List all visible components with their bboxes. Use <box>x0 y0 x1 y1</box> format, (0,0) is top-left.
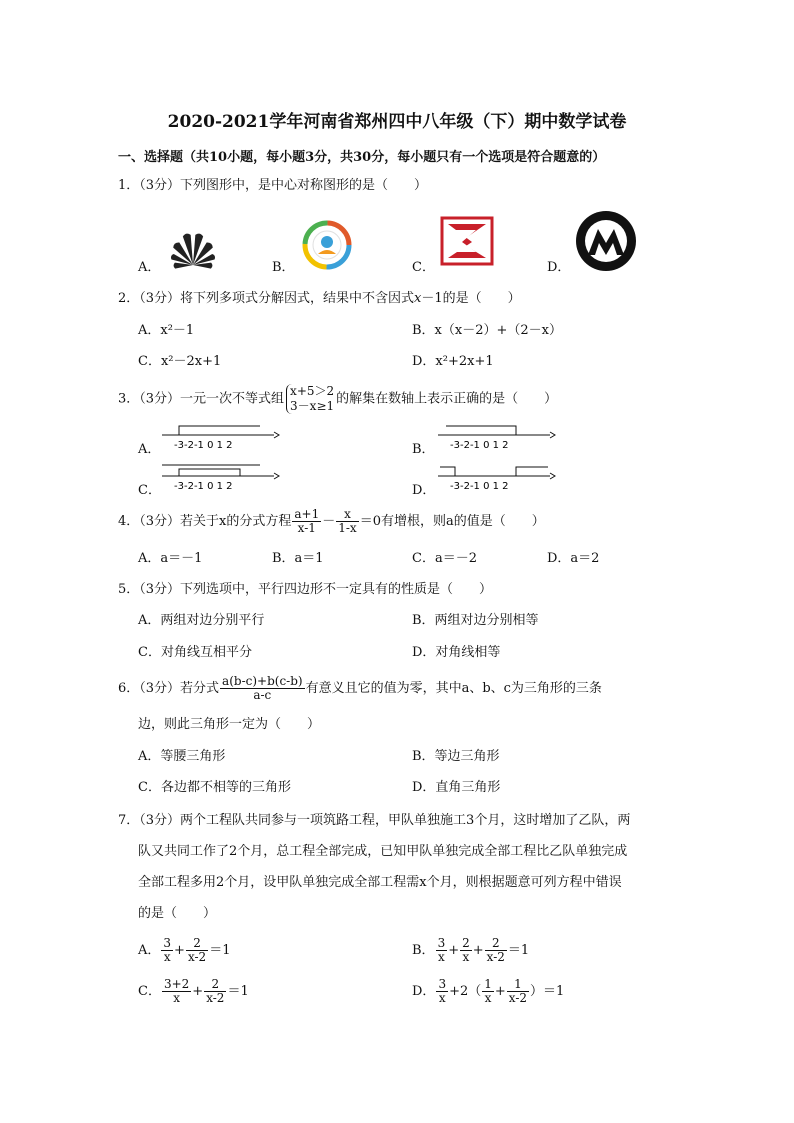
q5-option-a: A．两组对边分别平行 <box>138 613 265 628</box>
q5-option-c: C．对角线互相平分 <box>138 645 252 660</box>
q6-stem: 6．（3分）若分式 $\frac{a(b-c)+b(c-b)}{a-c}$ 有意义且它的值为零，其中a、b、c为三角形的三条 <box>118 674 602 702</box>
q7-option-b: B． $\frac{3}{x}$ + $\frac{2}{x}$ + $\frac{2}{x-2}$ ＝1 <box>412 936 530 964</box>
huawei-logo-image <box>167 227 219 273</box>
q2-option-d: D．x²+2x+1 <box>412 354 494 369</box>
q1-option-d-label: D． <box>547 260 571 275</box>
q7-stem-line3: 全部工程多用2个月，设甲队单独完成全部工程需x个月，则根据题意可列方程中错误 <box>138 875 622 890</box>
q1-option-c-label: C． <box>412 260 435 275</box>
q3-stem: 3．（3分）一元一次不等式组 x+5＞2 3－x≥1 的解集在数轴上表示正确的是（ ） <box>118 384 558 413</box>
q1-option-b-label: B． <box>272 260 295 275</box>
q6-option-a: A．等腰三角形 <box>138 749 226 764</box>
q3-option-a-label: A． <box>138 442 161 457</box>
q6-option-d: D．直角三角形 <box>412 780 501 795</box>
metro-m-logo-image <box>574 209 638 273</box>
q4-option-b: B．a＝1 <box>272 551 324 566</box>
q3-number-line-d <box>436 461 556 491</box>
section-heading: 一、选择题（共10小题，每小题3分，共30分，每小题只有一个选项是符合题意的） <box>118 150 606 165</box>
q1-option-a-label: A． <box>138 260 161 275</box>
q5-stem: 5．（3分）下列选项中，平行四边形不一定具有的性质是（ ） <box>118 582 493 597</box>
q2-option-a: A．x²－1 <box>138 323 195 338</box>
q7-stem-line1: 7．（3分）两个工程队共同参与一项筑路工程，甲队单独施工3个月，这时增加了乙队，两 <box>118 813 631 828</box>
q7-option-d: D． $\frac{3}{x}$ +2（ $\frac{1}{x}$ + $\frac{1}{x-2}$ ）＝1 <box>412 977 565 1005</box>
q5-option-d: D．对角线相等 <box>412 645 501 660</box>
q7-option-c: C． $\frac{3+2}{x}$ + $\frac{2}{x-2}$ ＝1 <box>138 977 249 1005</box>
q3-option-d-label: D． <box>412 483 436 498</box>
red-square-logo-image <box>440 216 494 266</box>
q4-option-d: D．a＝2 <box>547 551 600 566</box>
exam-title: 2020-2021学年河南省郑州四中八年级（下）期中数学试卷 <box>167 112 627 132</box>
q2-stem: 2．（3分）将下列多项式分解因式，结果中不含因式x－1的是（ ） <box>118 291 521 306</box>
q3-option-b-label: B． <box>412 442 435 457</box>
q1-stem: 1．（3分）下列图形中，是中心对称图形的是（ ） <box>118 178 428 193</box>
q7-stem-line2: 队又共同工作了2个月，总工程全部完成，已知甲队单独完成全部工程比乙队单独完成 <box>138 844 628 859</box>
q5-option-b: B．两组对边分别相等 <box>412 613 539 628</box>
q6-option-c: C．各边都不相等的三角形 <box>138 780 291 795</box>
q3-b-ticks: -3-2-1 0 1 2 <box>450 440 509 450</box>
q2-option-c: C．x²－2x+1 <box>138 354 222 369</box>
q3-number-line-c <box>160 461 280 491</box>
q3-a-ticks: -3-2-1 0 1 2 <box>174 440 233 450</box>
q6-option-b: B．等边三角形 <box>412 749 500 764</box>
colorful-circle-logo-image <box>302 220 352 270</box>
q4-option-c: C．a＝－2 <box>412 551 477 566</box>
q7-option-a: A． $\frac{3}{x}$ + $\frac{2}{x-2}$ ＝1 <box>138 936 231 964</box>
q2-option-b: B．x（x－2）+（2－x） <box>412 323 562 338</box>
q4-option-a: A．a＝－1 <box>138 551 203 566</box>
q6-stem-line2: 边，则此三角形一定为（ ） <box>138 717 321 732</box>
q3-c-ticks: -3-2-1 0 1 2 <box>174 481 233 491</box>
q3-d-ticks: -3-2-1 0 1 2 <box>450 481 509 491</box>
q4-stem: 4．（3分）若关于x的分式方程 $\frac{a+1}{x-1}$ － $\frac{x}{1-x}$ ＝0有增根，则a的值是（ ） <box>118 507 545 535</box>
q3-number-line-b <box>436 420 556 450</box>
q3-number-line-a <box>160 420 280 450</box>
q7-stem-line4: 的是（ ） <box>138 906 217 921</box>
q3-option-c-label: C． <box>138 483 161 498</box>
